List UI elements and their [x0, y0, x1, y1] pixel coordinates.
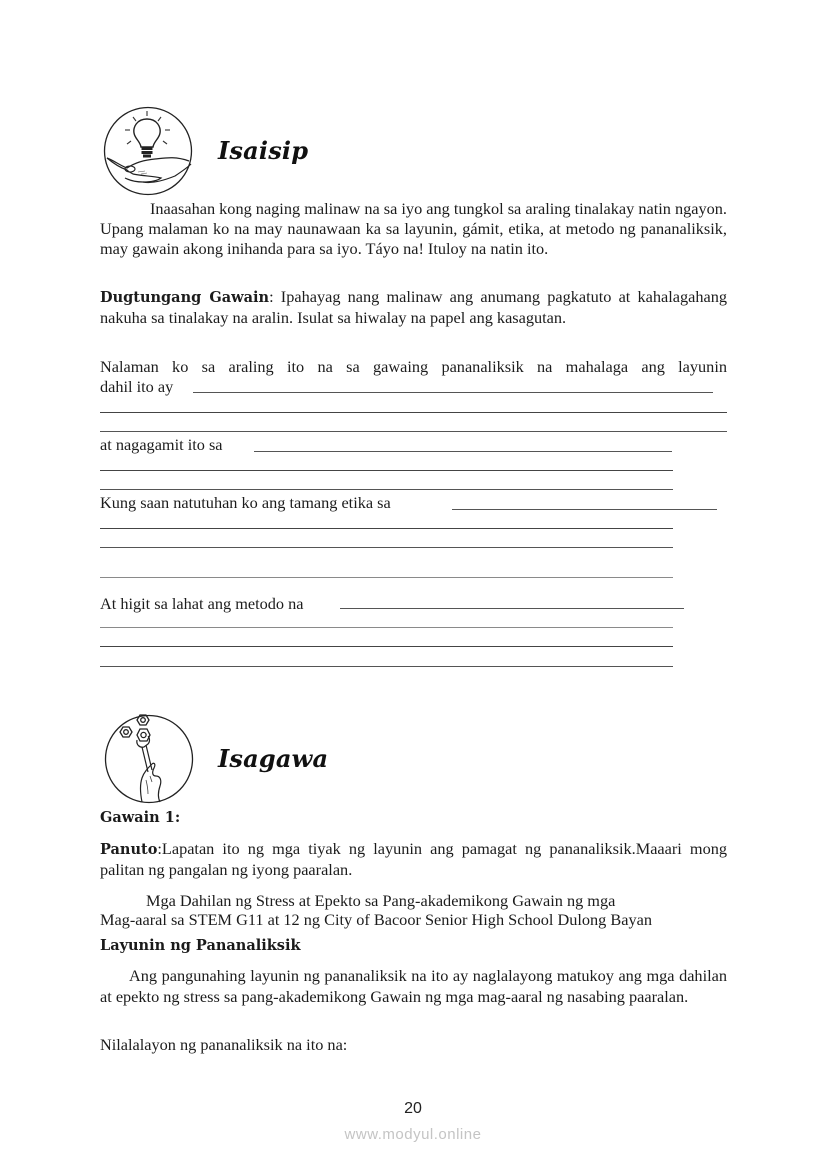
isagawa-icon-wrap — [104, 714, 194, 808]
prompt-1-line2 — [100, 377, 173, 397]
nilalalayon-text: Nilalalayon ng pananaliksik na ito na: — [100, 1035, 348, 1054]
answer-blank-2[interactable] — [254, 451, 672, 452]
intro-text: Inaasahan kong naging malinaw na sa iyo ang tungkol sa araling tinalakay natin ngayon. Upang malaman ko na may naunawaan ka sa layunin, gámit, etika, at metodo ng pananaliksik, may gawain akong inihanda para sa iyo. Táyo na! Ituloy na natin ito. — [100, 199, 727, 258]
isagawa-title: Isagawa — [218, 744, 329, 773]
panuto-label: Panuto — [100, 841, 158, 858]
answer-line-4a[interactable] — [100, 627, 673, 628]
isaisip-title: Isaisip — [218, 136, 309, 165]
prompt-3 — [100, 493, 391, 513]
answer-blank-3[interactable] — [452, 509, 717, 510]
lightbulb-in-hand-icon — [103, 106, 193, 196]
page-number: 20 — [404, 1100, 422, 1117]
panuto-instruction — [100, 839, 727, 880]
answer-line-2a[interactable] — [100, 470, 673, 471]
layunin-paragraph — [100, 965, 727, 1007]
prompt-3-label: Kung saan natutuhan ko ang tamang etika sa — [100, 493, 391, 512]
answer-blank-1[interactable] — [193, 392, 713, 393]
layunin-heading: Layunin ng Pananaliksik — [100, 937, 301, 954]
dugtungang-gawain-instruction — [100, 287, 727, 328]
prompt-1-label: dahil ito ay — [100, 377, 174, 396]
prompt-4-label: At higit sa lahat ang metodo na — [100, 594, 304, 613]
prompt-2 — [100, 435, 223, 455]
prompt-4 — [100, 594, 303, 614]
answer-line-3b[interactable] — [100, 547, 673, 548]
watermark: www.modyul.online — [344, 1126, 482, 1143]
answer-line-1b[interactable] — [100, 431, 727, 432]
dugtungang-gawain-text: : Ipahayag nang malinaw ang anumang pagkatuto at kahalagahang nakuha sa tinalakay na aralin. Isulat sa hiwalay na papel ang kasagutan. — [100, 287, 727, 327]
answer-line-4b[interactable] — [100, 646, 673, 647]
answer-line-3c[interactable] — [100, 577, 673, 578]
isaisip-icon-wrap — [103, 106, 193, 200]
answer-line-2b[interactable] — [100, 489, 673, 490]
prompt-2-label: at nagagamit ito sa — [100, 435, 223, 454]
gawain-1-label: Gawain 1: — [100, 809, 181, 826]
isaisip-intro — [100, 199, 727, 259]
hand-with-wrench-and-nuts-icon — [104, 714, 194, 804]
research-title-line1: Mga Dahilan ng Stress at Epekto sa Pang-akademikong Gawain ng mga — [146, 891, 616, 910]
dugtungang-gawain-label: Dugtungang Gawain — [100, 289, 270, 306]
answer-line-3a[interactable] — [100, 528, 673, 529]
prompt-1-line1: Nalaman ko sa araling ito na sa gawaing pananaliksik na mahalaga ang layunin — [100, 357, 727, 376]
layunin-text: Ang pangunahing layunin ng pananaliksik na ito ay naglalayong matukoy ang mga dahilan at epekto ng stress sa pang-akademikong Gawain ng mga mag-aaral ng nasabing paaralan. — [100, 966, 727, 1006]
research-title-line2: Mag-aaral sa STEM G11 at 12 ng City of Bacoor Senior High School Dulong Bayan — [100, 910, 652, 929]
answer-line-4c[interactable] — [100, 666, 673, 667]
panuto-text: :Lapatan ito ng mga tiyak ng layunin ang pamagat ng pananaliksik.Maaari mong palitan ng pangalan ng iyong paaralan. — [100, 839, 727, 879]
answer-line-1a[interactable] — [100, 412, 727, 413]
answer-blank-4[interactable] — [340, 608, 684, 609]
